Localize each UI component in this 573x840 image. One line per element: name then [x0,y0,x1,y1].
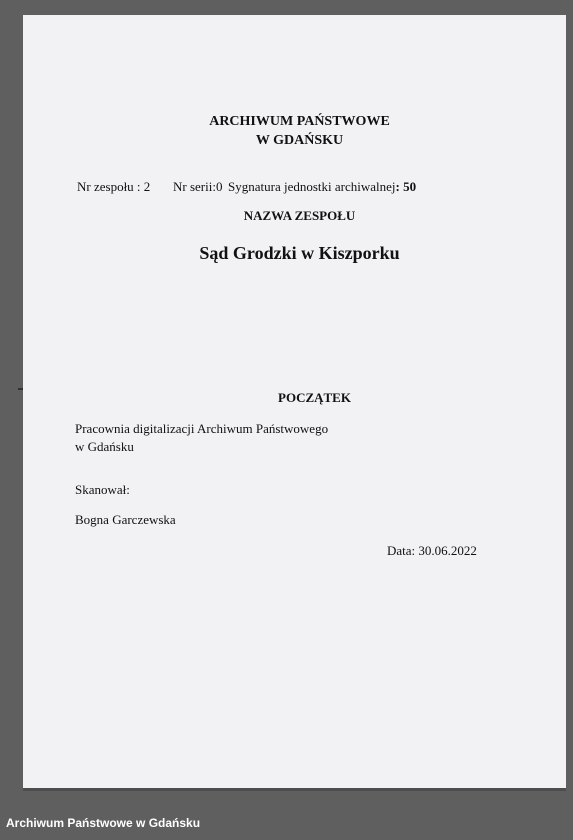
scanner-name: Bogna Garczewska [75,512,176,527]
fonds-number: Nr zespołu : 2 [77,179,151,194]
signature-label: Sygnatura jednostki archiwalnej [228,179,396,194]
scanned-by-label: Skanował: [75,482,130,497]
start-heading: POCZĄTEK [278,390,351,405]
fonds-name: Sąd Grodzki w Kiszporku [199,243,400,263]
lab-line-2: w Gdańsku [75,439,134,454]
lab-line-1: Pracownia digitalizacji Archiwum Państwowego [75,421,329,436]
archive-name-line-2: W GDAŃSKU [255,133,344,148]
fonds-heading: NAZWA ZESPOŁU [243,208,356,223]
signature-field [228,179,416,195]
archive-name-line-1: ARCHIWUM PAŃSTWOWE [209,114,390,129]
document-page [23,15,566,788]
series-number: Nr serii:0 [173,179,223,194]
signature-value: : 50 [395,179,417,194]
scan-date: Data: 30.06.2022 [387,543,477,558]
archive-footer-label: Archiwum Państwowe w Gdańsku [6,816,201,830]
page-edge-shadow [23,788,566,791]
